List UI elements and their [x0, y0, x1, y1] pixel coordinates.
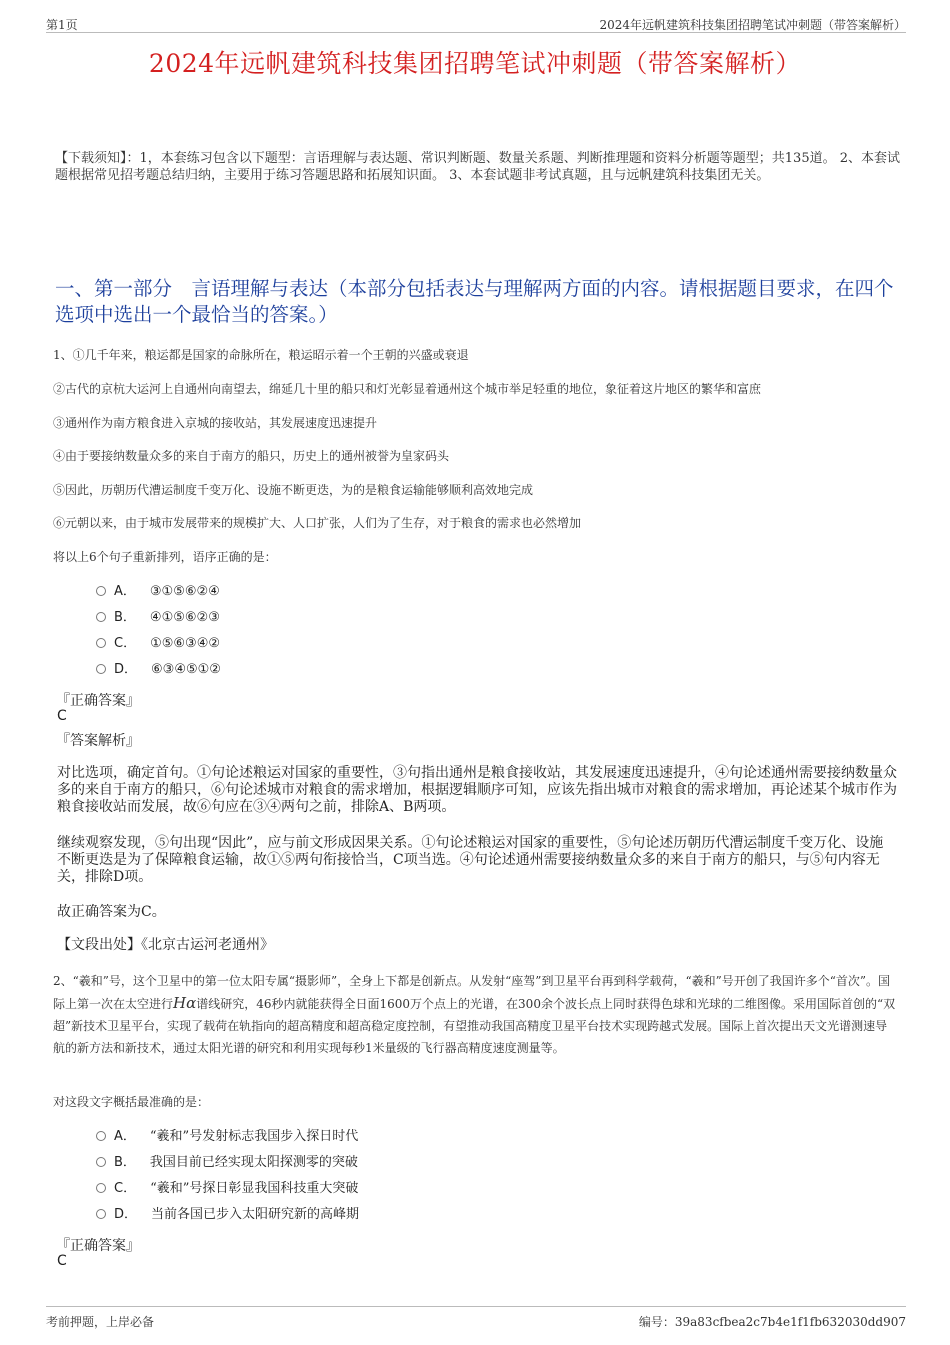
q1-option-a[interactable]: A． ③①⑤⑥②④ [96, 581, 220, 603]
radio-icon[interactable] [96, 638, 106, 648]
footer-doc-id: 编号：39a83cfbea2c7b4e1f1fb632030dd907 [638, 1315, 906, 1329]
q1-line-2: ②古代的京杭大运河上自通州向南望去，绵延几十里的船只和灯光彰显着通州这个城市举足轻重的地位，象征着这片地区的繁华和富庶 [53, 382, 762, 396]
q1-analysis-label: 『答案解析』 [56, 733, 140, 749]
radio-icon[interactable] [96, 1183, 106, 1193]
download-notice: 【下载须知】：1，本套练习包含以下题型：言语理解与表达题、常识判断题、数量关系题、判断推理题和资料分析题等题型；共135道。 2、本套试题根据常见招考题总结归纳，主要用于练习答题思路和拓展知识面。 3、本套试题非考试真题，且与远帆建筑科技集团无关。 [55, 151, 900, 183]
q2-option-a[interactable]: A． “羲和”号发射标志我国步入探日时代 [96, 1126, 358, 1148]
radio-icon[interactable] [96, 1157, 106, 1167]
q1-answer: C [57, 708, 67, 724]
q1-option-c[interactable]: C． ①⑤⑥③④② [96, 633, 220, 655]
q2-answer-label: 『正确答案』 [56, 1238, 140, 1254]
radio-icon[interactable] [96, 1131, 106, 1141]
q1-line-5: ⑤因此，历朝历代漕运制度千变万化、设施不断更迭，为的是粮食运输能够顺利高效地完成 [53, 483, 534, 497]
q1-line-6: ⑥元朝以来，由于城市发展带来的规模扩大、人口扩张，人们为了生存，对于粮食的需求也必然增加 [53, 516, 582, 530]
q2-option-b[interactable]: B． 我国目前已经实现太阳探测零的突破 [96, 1152, 358, 1174]
h-alpha-symbol: Hα [173, 994, 197, 1012]
section-heading: 一、第一部分 言语理解与表达（本部分包括表达与理解两方面的内容。请根据题目要求，在四个选项中选出一个最恰当的答案。） [55, 277, 894, 326]
q1-option-b[interactable]: B． ④①⑤⑥②③ [96, 607, 220, 629]
q1-source: 【文段出处】《北京古运河老通州》 [57, 937, 274, 953]
q1-analysis-p3: 故正确答案为C。 [57, 904, 166, 920]
radio-icon[interactable] [96, 586, 106, 596]
q1-option-d[interactable]: D． ⑥③④⑤①② [96, 659, 221, 681]
document-title: 2024年远帆建筑科技集团招聘笔试冲刺题（带答案解析） [148, 49, 802, 78]
q1-analysis-p1: 对比选项，确定首句。①句论述粮运对国家的重要性，③句指出通州是粮食接收站，其发展速度迅速提升，④句论述通州需要接纳数量众多的来自于南方的船只，⑥句论述城市对粮食的需求增加，根据逻辑顺序可知，应该先指出城市对粮食的需求增加，再论述某个城市作为粮食接收站而发展，故⑥句应在③④两句之前，排除A、B两项。 [57, 765, 897, 815]
q2-option-d[interactable]: D． 当前各国已步入太阳研究新的高峰期 [96, 1204, 359, 1226]
q1-line-1: 1、①几千年来，粮运都是国家的命脉所在，粮运昭示着一个王朝的兴盛或衰退 [53, 348, 469, 362]
q2-answer: C [57, 1253, 67, 1269]
radio-icon[interactable] [96, 664, 106, 674]
page-footer [46, 1306, 906, 1327]
q2-prompt: 对这段文字概括最准确的是： [53, 1095, 210, 1109]
q2-option-c[interactable]: C． “羲和”号探日彰显我国科技重大突破 [96, 1178, 358, 1200]
q2-stem: 2、“羲和”号，这个卫星中的第一位太阳专属“摄影师”，全身上下都是创新点。从发射“座驾”到卫星平台再到科学载荷，“羲和”号开创了我国许多个“首次”。国际上第一次在太空进行Hα谱线研究，46秒内就能获得全日面1600万个点上的光谱，在300余个波长点上同时获得色球和光球的二维图像。采用国际首创的“双超”新技术卫星平台，实现了载荷在轨指向的超高精度和超高稳定度控制，有望推动我国高精度卫星平台技术实现跨越式发展。国际上首次提出天文光谱测速导航的新方法和新技术，通过太阳光谱的研究和利用实现每秒1米量级的飞行器高精度速度测量等。 [53, 974, 896, 1055]
radio-icon[interactable] [96, 612, 106, 622]
q1-line-3: ③通州作为南方粮食进入京城的接收站，其发展速度迅速提升 [53, 416, 378, 430]
q1-line-4: ④由于要接纳数量众多的来自于南方的船只，历史上的通州被誉为皇家码头 [53, 449, 450, 463]
radio-icon[interactable] [96, 1209, 106, 1219]
q1-answer-label: 『正确答案』 [56, 693, 140, 709]
header-doc-title: 2024年远帆建筑科技集团招聘笔试冲刺题（带答案解析） [599, 18, 906, 32]
q1-analysis-p2: 继续观察发现，⑤句出现“因此”，应与前文形成因果关系。①句论述粮运对国家的重要性，⑤句论述历朝历代漕运制度千变万化、设施不断更迭是为了保障粮食运输，故①⑤两句衔接恰当，C项当选。④句论述通州需要接纳数量众多的来自于南方的船只，与⑤句内容无关，排除D项。 [57, 835, 884, 885]
footer-slogan: 考前押题，上岸必备 [46, 1315, 155, 1329]
page-number: 第1页 [46, 18, 78, 32]
page-header [46, 14, 906, 33]
q1-prompt: 将以上6个句子重新排列，语序正确的是： [53, 550, 277, 564]
